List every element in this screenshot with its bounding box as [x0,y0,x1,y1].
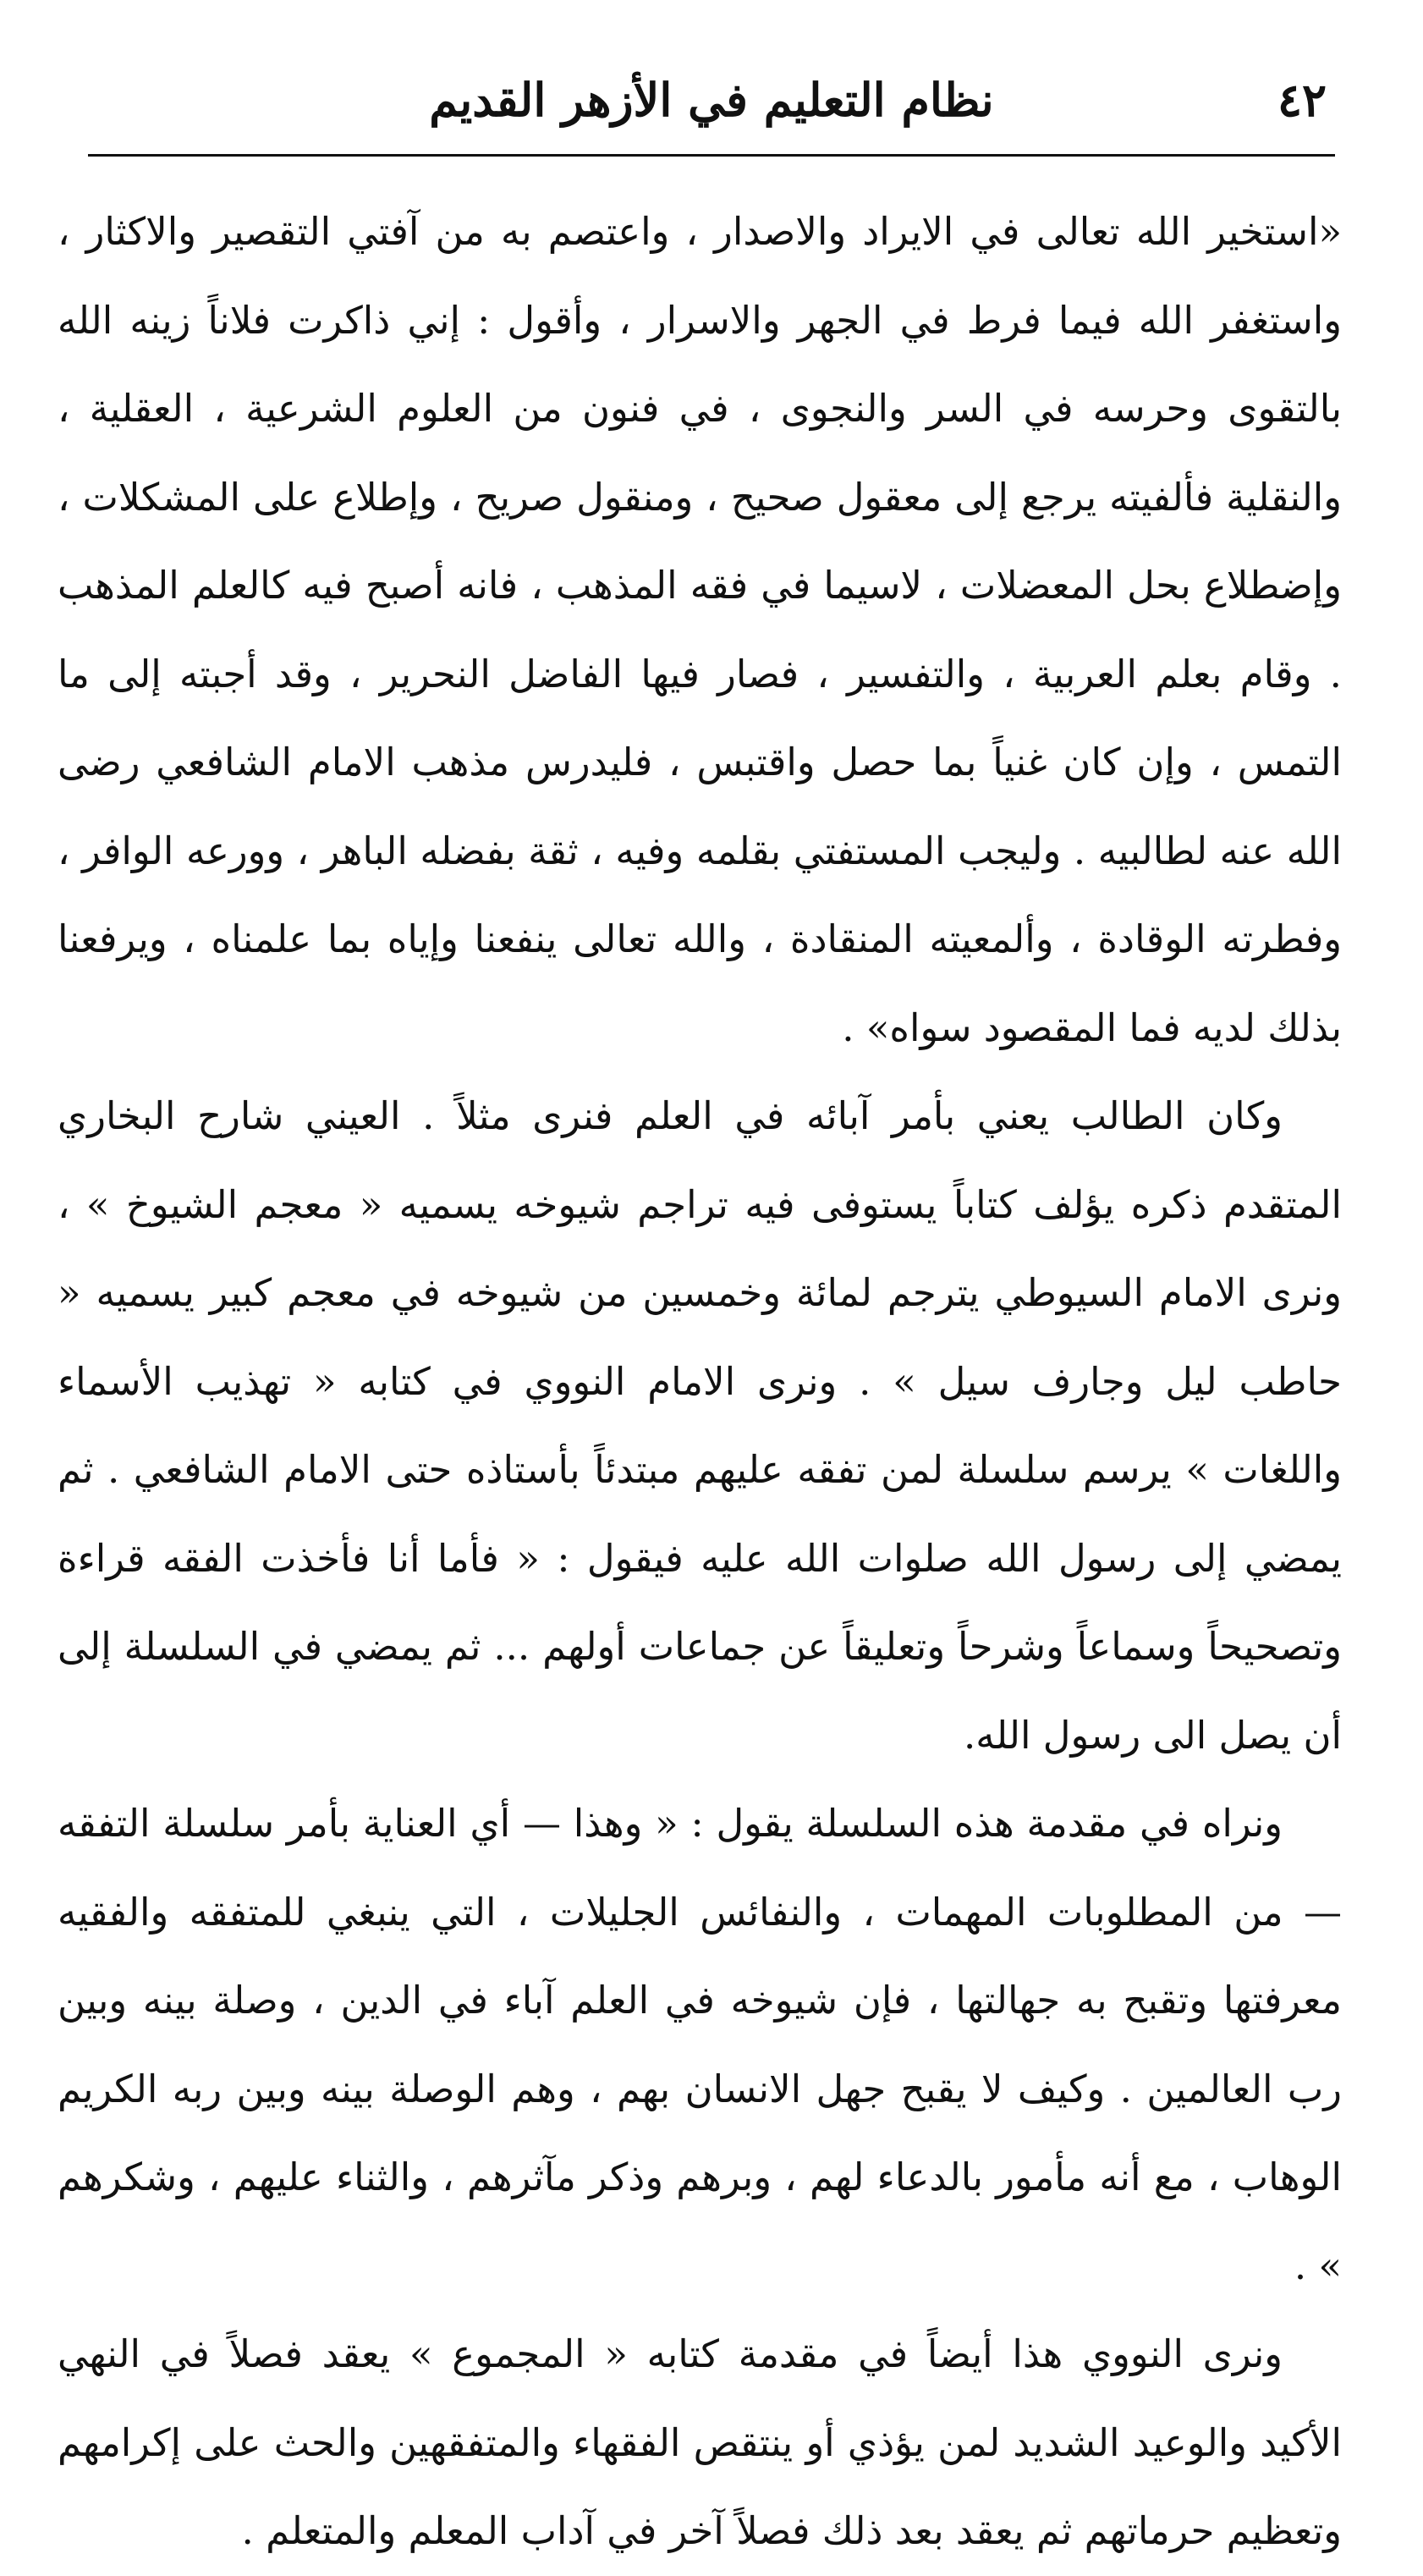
paragraph-chain-importance: ونراه في مقدمة هذه السلسلة يقول : « وهذا — أي العناية بأمر سلسلة التفقه — من المطلوبات المهمات ، والنفائس الجليلات ، التي ينبغي للمتفقه والفقيه معرفتها وتقبح به جهالتها ، فإن شيوخه في العلم آباء في الدين ، وصلة بينه وبين رب العالمين . وكيف لا يقبح جهل الانسان بهم ، وهم الوصلة بينه وبين ربه الكريم الوهاب ، مع أنه مأمور بالدعاء لهم ، وبرهم وذكر مآثرهم ، والثناء عليهم ، وشكرهم » . [58,1801,1342,2288]
paragraph-teachers-biographies: وكان الطالب يعني بأمر آبائه في العلم فنرى مثلاً . العيني شارح البخاري المتقدم ذكره يؤلف كتاباً يستوفى فيه تراجم شيوخه يسميه « معجم الشيوخ » ، ونرى الامام السيوطي يترجم لمائة وخمسين من شيوخه في معجم كبير يسميه « حاطب ليل وجارف سيل » . ونرى الامام النووي في كتابه « تهذيب الأسماء واللغات » يرسم سلسلة لمن تفقه عليهم مبتدئاً بأستاذه حتى الامام الشافعي . ثم يمضي إلى رسول الله صلوات الله عليه فيقول : « فأما أنا فأخذت الفقه قراءة وتصحيحاً وسماعاً وشرحاً وتعليقاً عن جماعات أولهم ... ثم يمضي في السلسلة إلى أن يصل الى رسول الله. [58,1093,1342,1758]
paragraph-nawawi-majmu: ونرى النووي هذا أيضاً في مقدمة كتابه « المجموع » يعقد فصلاً في النهي الأكيد والوعيد الشديد لمن يؤذي أو ينتقص الفقهاء والمتفقهين والحث على إكرامهم وتعظيم حرماتهم ثم يعقد بعد ذلك فصلاً آخر في آداب المعلم والمتعلم . [58,2331,1342,2553]
running-title: نظام التعليم في الأزهر القديم [429,73,994,127]
body-text [58,188,1342,2576]
paragraph-ijaza-quote: «استخير الله تعالى في الايراد والاصدار ، واعتصم به من آفتي التقصير والاكثار ، واستغفر الله فيما فرط في الجهر والاسرار ، وأقول : إني ذاكرت فلاناً زينه الله بالتقوى وحرسه في السر والنجوى ، في فنون من العلوم الشرعية ، العقلية ، والنقلية فألفيته يرجع إلى معقول صحيح ، ومنقول صريح ، وإطلاع على المشكلات ، وإضطلاع بحل المعضلات ، لاسيما في فقه المذهب ، فانه أصبح فيه كالعلم المذهب . وقام بعلم العربية ، والتفسير ، فصار فيها الفاضل النحرير ، وقد أجبته إلى ما التمس ، وإن كان غنياً بما حصل واقتبس ، فليدرس مذهب الامام الشافعي رضى الله عنه لطالبيه . وليجب المستفتي بقلمه وفيه ، ثقة بفضله الباهر ، وورعه الوافر ، وفطرته الوقادة ، وألمعيته المنقادة ، والله تعالى ينفعنا وإياه بما علمناه ، ويرفعنا بذلك لديه فما المقصود سواه» . [58,209,1342,1050]
header-rule [88,154,1335,157]
page-header [88,66,1335,134]
page-number: ٤٢ [1277,73,1327,127]
